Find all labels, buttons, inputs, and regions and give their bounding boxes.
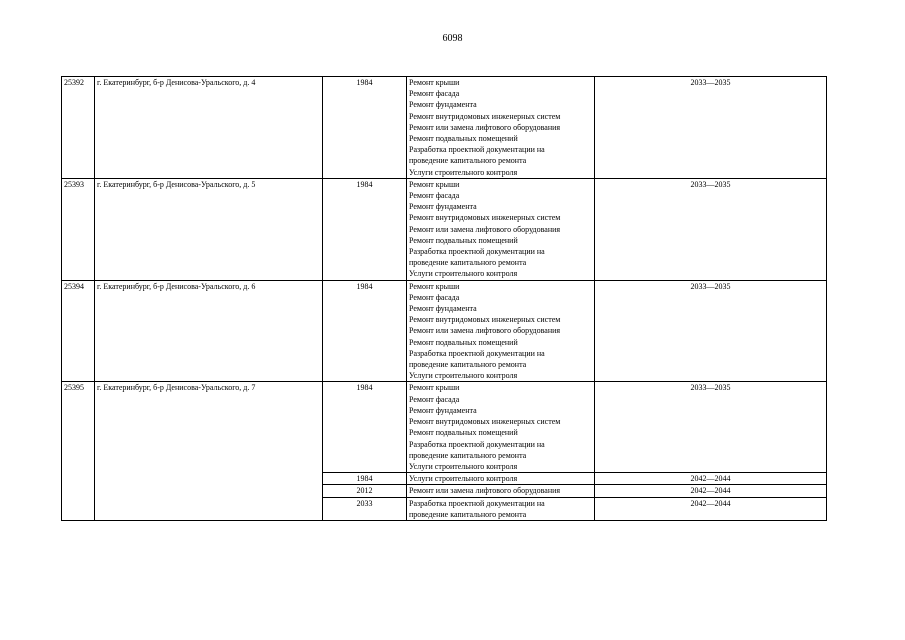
work-item: Разработка проектной документации на [409,145,545,155]
work-item: Ремонт фундамента [409,202,477,212]
repair-schedule-table [61,76,827,521]
works-cell [407,178,595,280]
work-item: Ремонт крыши [409,78,460,87]
work-item: Разработка проектной документации на [409,348,545,358]
work-item: Разработка проектной документации на [409,498,545,508]
work-item: Услуги строительного контроля [409,474,518,484]
work-item: Разработка проектной документации на [409,439,545,449]
row-id: 25393 [62,178,95,280]
works-cell [407,473,595,485]
work-item: Ремонт подвальных помещений [409,428,518,438]
row-id: 25394 [62,280,95,382]
table-row [62,178,827,280]
work-item: проведение капитального ремонта [409,258,527,268]
work-item: проведение капитального ремонта [409,360,527,370]
row-id: 25395 [62,382,95,520]
year-cell: 1984 [323,473,407,485]
year-cell: 1984 [323,382,407,473]
work-item: Услуги строительного контроля [409,461,518,471]
year-cell: 1984 [323,280,407,382]
row-id: 25392 [62,77,95,179]
address-cell: г. Екатеринбург, б-р Денисова-Уральского, д. 7 [95,382,323,520]
work-item: Ремонт подвальных помещений [409,337,518,347]
page-number: 6098 [442,33,463,44]
work-item: Ремонт подвальных помещений [409,235,518,245]
works-cell [407,382,595,473]
period-cell: 2042—2044 [595,497,827,520]
year-cell: 2012 [323,485,407,497]
address-cell: г. Екатеринбург, б-р Денисова-Уральского, д. 5 [95,178,323,280]
address-cell: г. Екатеринбург, б-р Денисова-Уральского, д. 4 [95,77,323,179]
work-item: Ремонт фасада [409,191,460,201]
work-item: Ремонт крыши [409,383,460,393]
work-item: Ремонт фасада [409,292,460,302]
work-item: Ремонт внутридомовых инженерных систем [409,213,561,223]
work-item: Ремонт внутридомовых инженерных систем [409,417,561,427]
work-item: Ремонт или замена лифтового оборудования [409,122,561,132]
table-row [62,77,827,179]
period-cell: 2042—2044 [595,485,827,497]
period-cell: 2033—2035 [595,280,827,382]
work-item: Ремонт подвальных помещений [409,134,518,144]
work-item: Ремонт внутридомовых инженерных систем [409,315,561,325]
work-item: проведение капитального ремонта [409,156,527,166]
year-cell: 1984 [323,77,407,179]
work-item: проведение капитального ремонта [409,450,527,460]
work-item: Ремонт фасада [409,89,460,99]
work-item: Услуги строительного контроля [409,167,518,177]
work-item: Ремонт фундамента [409,304,477,314]
works-cell [407,280,595,382]
period-cell: 2033—2035 [595,77,827,179]
work-item: Услуги строительного контроля [409,269,518,279]
period-cell: 2042—2044 [595,473,827,485]
work-item: Услуги строительного контроля [409,371,518,381]
work-item: Ремонт крыши [409,179,460,189]
works-cell [407,497,595,520]
works-cell [407,77,595,179]
table-row [62,382,827,473]
work-item: Ремонт фундамента [409,405,477,415]
work-item: Разработка проектной документации на [409,247,545,257]
work-item: Ремонт или замена лифтового оборудования [409,486,561,496]
work-item: Ремонт крыши [409,281,460,291]
year-cell: 2033 [323,497,407,520]
work-item: Ремонт фундамента [409,100,477,110]
address-cell: г. Екатеринбург, б-р Денисова-Уральского, д. 6 [95,280,323,382]
work-item: Ремонт фасада [409,394,460,404]
period-cell: 2033—2035 [595,178,827,280]
work-item: проведение капитального ремонта [409,509,527,519]
work-item: Ремонт или замена лифтового оборудования [409,326,561,336]
works-cell [407,485,595,497]
work-item: Ремонт внутридомовых инженерных систем [409,111,561,121]
table-row [62,280,827,382]
year-cell: 1984 [323,178,407,280]
period-cell: 2033—2035 [595,382,827,473]
work-item: Ремонт или замена лифтового оборудования [409,224,561,234]
